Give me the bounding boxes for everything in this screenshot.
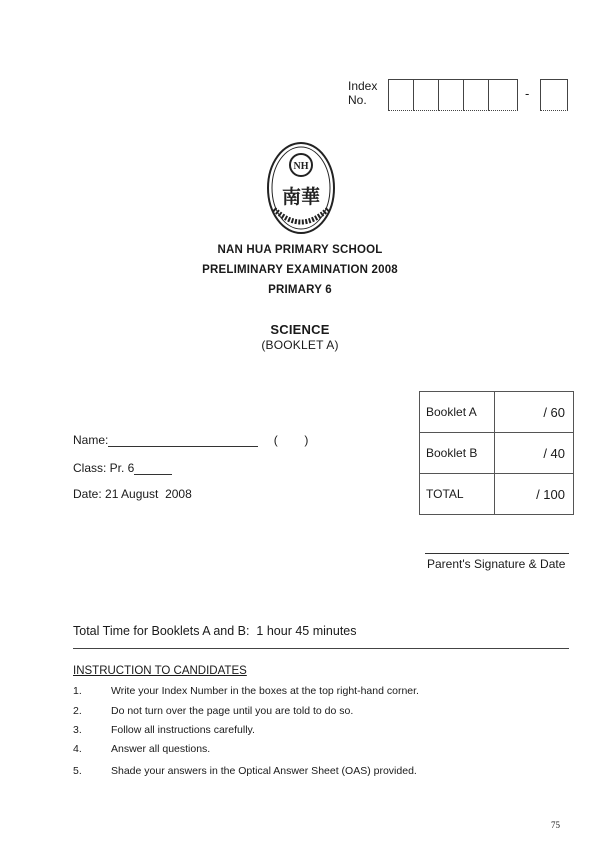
instruction-item	[73, 765, 417, 777]
date-field	[73, 487, 192, 501]
instruction-text: Follow all instructions carefully.	[111, 724, 255, 736]
index-box-1[interactable]	[388, 79, 414, 111]
name-field[interactable]	[73, 433, 308, 447]
name-blank[interactable]	[108, 434, 258, 447]
index-label-line2: No.	[348, 93, 367, 107]
instruction-number: 1.	[73, 685, 82, 697]
instruction-text: Write your Index Number in the boxes at the top right-hand corner.	[111, 685, 419, 697]
register-number-paren: ( )	[273, 433, 309, 447]
score-row	[420, 433, 574, 474]
score-label: Booklet A	[420, 392, 495, 433]
page-number: 75	[551, 820, 560, 830]
score-table	[419, 391, 574, 515]
score-label: TOTAL	[420, 474, 495, 515]
class-blank[interactable]	[134, 462, 172, 475]
index-box-3[interactable]	[438, 79, 464, 111]
score-row	[420, 392, 574, 433]
signature-line[interactable]	[425, 553, 569, 554]
subject-title: SCIENCE	[270, 322, 330, 337]
exam-title: PRELIMINARY EXAMINATION 2008	[202, 264, 398, 276]
score-value[interactable]: / 40	[495, 433, 574, 474]
index-box-5[interactable]	[488, 79, 518, 111]
signature-label: Parent's Signature & Date	[427, 557, 566, 571]
instruction-number: 3.	[73, 724, 82, 736]
booklet-title: (BOOKLET A)	[261, 338, 339, 352]
index-dash: -	[525, 86, 530, 101]
instruction-item	[73, 743, 210, 755]
school-crest-icon	[266, 141, 336, 235]
instruction-item	[73, 685, 419, 697]
date-label: Date: 21 August 2008	[73, 487, 192, 501]
index-label	[348, 79, 377, 107]
instruction-text: Do not turn over the page until you are told to do so.	[111, 705, 354, 717]
instruction-number: 4.	[73, 743, 82, 755]
name-label: Name:	[73, 433, 109, 447]
instruction-item	[73, 705, 353, 717]
school-name: NAN HUA PRIMARY SCHOOL	[217, 244, 383, 256]
index-box-4[interactable]	[463, 79, 489, 111]
instruction-text: Answer all questions.	[111, 743, 211, 755]
index-box-class[interactable]	[540, 79, 568, 111]
level-title: PRIMARY 6	[268, 284, 332, 296]
total-time: Total Time for Booklets A and B: 1 hour 45 minutes	[73, 624, 357, 638]
instruction-number: 2.	[73, 705, 82, 717]
index-label-line1: Index	[348, 79, 378, 93]
index-box-2[interactable]	[413, 79, 439, 111]
score-value[interactable]: / 100	[495, 474, 574, 515]
instruction-number: 5.	[73, 765, 82, 777]
class-label: Class: Pr. 6	[73, 461, 135, 475]
divider	[73, 648, 569, 649]
crest-motto: 南華	[281, 186, 321, 208]
score-value[interactable]: / 60	[495, 392, 574, 433]
score-label: Booklet B	[420, 433, 495, 474]
instruction-text: Shade your answers in the Optical Answer Sheet (OAS) provided.	[111, 765, 417, 777]
instruction-item	[73, 724, 255, 736]
class-field[interactable]	[73, 461, 172, 475]
instructions-heading: INSTRUCTION TO CANDIDATES	[73, 665, 247, 677]
crest-monogram: NH	[293, 161, 309, 172]
score-row	[420, 474, 574, 515]
